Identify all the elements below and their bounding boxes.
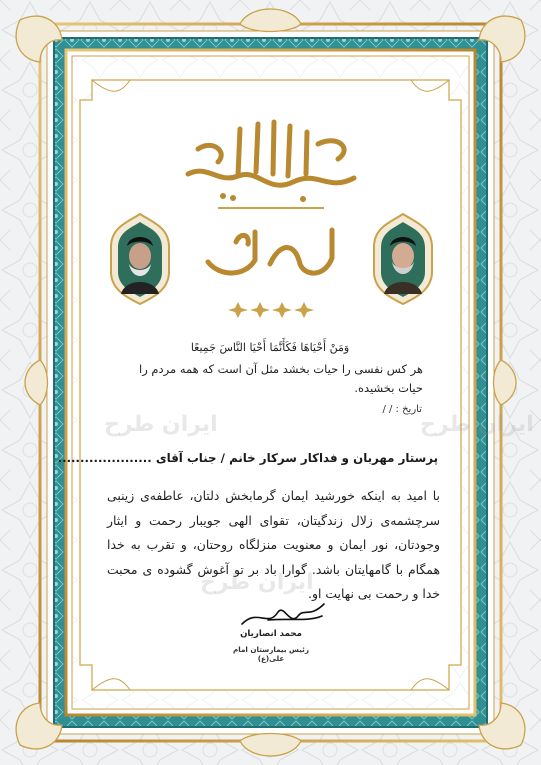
title-calligraphy — [200, 222, 342, 284]
watermark: ایران طرح — [104, 412, 218, 437]
body-paragraph: با امید به اینکه خورشید ایمان گرمابخش دلتان، عاطفه‌ی زینبی سرچشمه‌ی زلال زندگیتان، تقوای الهی جویبار رحمت و ایثار وجودتان، نور ایمان و معنویت منزلگاه روحتان، و تقرب به خدا همگام با گامهایتان باشد. گوارا باد بر تو آغوش گشوده ی محبت خدا و رحمت بی نهایت او. — [107, 488, 440, 601]
bismillah-calligraphy — [178, 104, 364, 214]
signature-scribble — [238, 598, 328, 632]
signer-name: محمد انصاریان — [240, 629, 302, 639]
signer-title: رئیس بیمارستان امام علی(ع) — [233, 645, 309, 663]
addressee-line: پرستار مهربان و فداکار سرکار خانم / جناب آقای ..................... — [57, 451, 438, 465]
portrait-right — [370, 212, 436, 306]
quran-verse: وَمَنْ أَحْيَاهَا فَكَأَنَّمَا أَحْيَا النَّاسَ جَمِيعًا — [190, 341, 350, 354]
date-field: تاریخ : / / — [382, 404, 422, 415]
ornament-divider — [228, 300, 314, 320]
watermark: ایران طرح — [200, 570, 314, 595]
portrait-left — [107, 212, 173, 306]
verse-translation: هر کس نفسی را حیات بخشد مثل آن است که همه مردم را حیات بخشیده. — [139, 362, 423, 395]
watermark: ایران طرح — [420, 412, 534, 437]
